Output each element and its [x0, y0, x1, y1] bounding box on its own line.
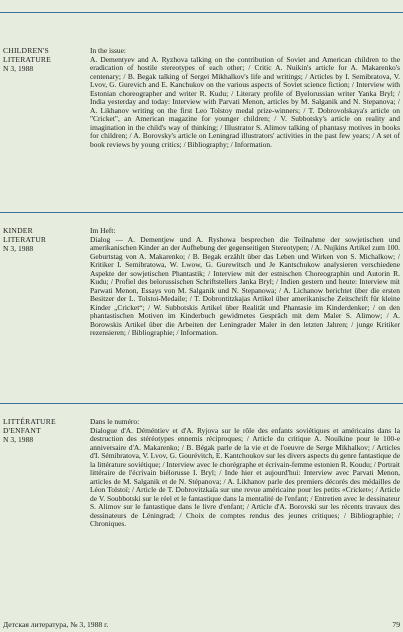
- issue-number: N 3, 1988: [3, 244, 34, 254]
- issue-number: N 3, 1988: [3, 64, 34, 74]
- section-body: A. Dementyev and A. Ryzhova talking on the contribution of Soviet and American children to the eradication of hostile stereotypes of each other; / Critic A. Nuikin's article for A. Makarenko's centenary; / B. Begak talking of Sergei Mikhalkov's life and writings; / Articles by I. Semibratova, V. Lvov, G. Gurevich and E. Kanchukov on the various aspects of Soviet science fiction; / Interview with Estonian choreographer and writer R. Kudu; / Literary profile of Byelorussian writer Yanka Bryl; / India yesterday and today: Interview with Parvati Menon, articles by M. Salganik and N. Stepanova; / A. Likhanov writing on the first Leo Tolstoy medal prize-winners; / T. Dobrovolskaya's article on "Cricket", an American magazine for younger children; / V. Subbotsky's article on reality and imagination in the child's way of thinking; / Illustrator S. Alimov talking of phantasy motives in books for children; / A. Borovsky's article on Leningrad illustrators' activities in the past few years; / A set of book reviews by young critics; / Bibliography; / Information.: [90, 54, 400, 149]
- journal-name-line-1: LITTÉRATURE: [3, 417, 56, 426]
- journal-name-line-2: LITERATUR: [3, 234, 47, 244]
- top-rule: [0, 12, 403, 13]
- section-label: [3, 227, 87, 254]
- section-content: [90, 418, 400, 529]
- journal-name-line-2: D'ENFANT: [3, 425, 41, 435]
- section-label: [3, 418, 87, 445]
- issue-number: N 3, 1988: [3, 435, 34, 445]
- lower-rule: [0, 403, 403, 404]
- page-number: 79: [392, 620, 400, 629]
- section-content: [90, 47, 400, 149]
- section-heading: In the issue:: [90, 46, 126, 55]
- section-heading: Dans le numéro:: [90, 417, 140, 426]
- journal-name-line-2: LITERATURE: [3, 54, 51, 64]
- journal-name-line-1: KINDER: [3, 226, 33, 235]
- middle-rule: [0, 212, 403, 213]
- section-body: Dialog — A. Dementjew und A. Ryshowa besprechen die Teilnahme der sowjetischen und amerikanischen Kinder an der Aufhebung der gegenseitigen Stereotypen; / A. Nujkins Artikel zum 100. Geburtstag von A. Makarenko; / B. Begak erzählt über das Leben und Wirken von S. Michalkow; / Kritiker I. Semibratowa, W. Lwow, G. Gurewitsch und Je Kantschukow analysieren verschiedene Aspekte der sowjetischen Phantastik; / Interview mit der estnischen Choreographin und Autorin R. Kudu; / Profiel des belorussischen Schriftstellers Janka Bryl; / Indien gestern und heute: Interview mit Parwati Menon, Essays von M. Salganik und N. Stepanowa; / A. Lichanow berichtet über die ersten Besitzer der L. Tolstoi-Medaile; / T. Dobrontitzkajas Artikel über amerikanische Zeitschrift für kleine Kinder „Cricket“; / W. Subbotskis Artikel über Realität und Phantasie im Kinderdenker; / on den phantastischen Motiven im Kinderbuch gewidmetes Gespräch mit dem Maler S. Alimow; / A. Borowskis Artikel über die Arbeiten der Leningrader Maler in den letzten Jahren; / junge Kritiker rezensieren; / Bibliographie; / Information.: [90, 234, 400, 337]
- journal-name-line-1: CHILDREN'S: [3, 46, 49, 55]
- section-label: [3, 47, 87, 74]
- section-content: [90, 227, 400, 338]
- section-body: Dialogue d'A. Déméntiev et d'A. Ryjova sur le rôle des enfants soviétiques et américains dans la destruction des stéréotypes ennemis réciproques; / Article du critique A. Nouïkine pour le 100-e anniversaire d'A. Makarenko; / B. Bégak parle de la vie et de l'oeuvre de Serge Mikhalkov; / Articles d'I. Sémibratova, V. Lvov, G. Gourévitch, E. Kantchoukov sur les divers aspects du genre fantastique de la littérature soviétique; / Interview avec le chorégraphe et écrivain-femme estonien R. Koudu; / Portrait littéraire de l'écrivain biélorusse I. Bryl; / Inde hier et aujourd'hui: Interview avec Parvati Menon, articles de M. Salganik et de N. Stépanova; / A. Likhanov parle des premiers décorés des médailles de Léon Tolstoï; / Article de T. Dobrovitzkaïa sur une revue américaine pour les petits «Cricket»; / Article de V. Soubbotski sur le réel et le fantastique dans la mentalité de l'enfant; / Entretien avec le dessinateur S. Alimov sur le fantastique dans le livre d'enfant; / Article d'A. Borovski sur les récents travaux des dessinateurs de Léningrad; / Choix de comptes rendus des jeunes critiques; / Bibliographie; / Chroniques.: [90, 425, 400, 528]
- footer-citation: Детская литература, № 3, 1988 г.: [3, 620, 109, 629]
- section-heading: Im Heft:: [90, 226, 116, 235]
